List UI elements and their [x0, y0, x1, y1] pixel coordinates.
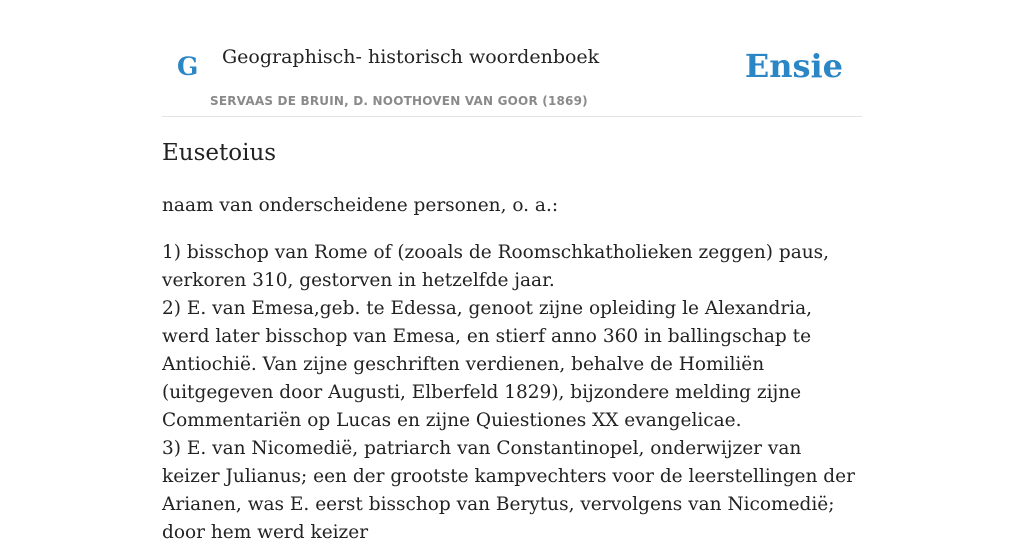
entry-title: Eusetoius — [162, 140, 277, 166]
entry-item-3: 3) E. van Nicomedië, patriarch van Constantinopel, onderwijzer van keizer Julianus; een der grootste kampvechters voor de leerstellingen der Arianen, was E. eerst bisschop van Berytus, vervolgens van Nicomedië; door hem werd keizer — [162, 438, 855, 543]
site-header — [162, 0, 862, 117]
entry-item-2: 2) E. van Emesa,geb. te Edessa, genoot zijne opleiding le Alexandria, werd later bisschop van Emesa, en stierf anno 360 in ballingschap te Antiochië. Van zijne geschriften verdienen, behalve de Homiliën (uitgegeven door Augusti, Elberfeld 1829), bijzondere melding zijne Commentariën op Lucas en zijne Quiestiones XX evangelicae. — [162, 298, 813, 431]
book-logo-icon[interactable]: G — [177, 52, 199, 81]
book-author-line: SERVAAS DE BRUIN, D. NOOTHOVEN VAN GOOR (1869) — [210, 94, 588, 108]
ensie-brand-logo[interactable]: Ensie — [744, 47, 843, 85]
book-title-link[interactable]: Geographisch- historisch woordenboek — [222, 46, 600, 68]
entry-body — [162, 192, 862, 547]
entry-item-1: 1) bisschop van Rome of (zooals de Roomschkatholieken zeggen) paus, verkoren 310, gestorven in hetzelfde jaar. — [162, 242, 830, 291]
entry-intro: naam van onderscheidene personen, o. a.: — [162, 195, 559, 216]
entry-items — [162, 239, 862, 547]
